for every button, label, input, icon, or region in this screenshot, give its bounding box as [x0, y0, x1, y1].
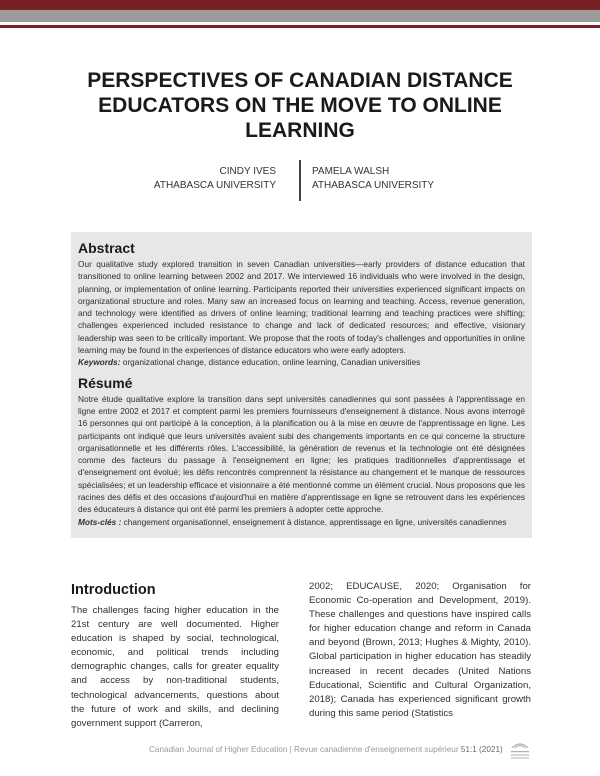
keywords-text: organizational change, distance education, online learning, Canadian universities — [122, 357, 421, 368]
author-2 — [312, 165, 452, 193]
author-1-name: CINDY IVES — [219, 166, 276, 177]
header-band-top — [0, 0, 600, 10]
csshe-logo-icon — [508, 739, 532, 761]
footer-journal: Canadian Journal of Higher Education | Revue canadienne d'enseignement supérieur — [149, 745, 459, 754]
author-2-name: PAMELA WALSH — [312, 166, 390, 177]
abstract-keywords — [78, 356, 525, 368]
footer-issue: 51:1 (2021) — [460, 745, 503, 754]
abstract-box — [71, 232, 532, 538]
header-band-rule — [0, 25, 600, 28]
mots-cles-text: changement organisationnel, enseignement à distance, apprentissage en ligne, universités canadiennes — [123, 516, 507, 527]
introduction-right-column: 2002; EDUCAUSE, 2020; Organisation for Economic Co-operation and Development, 2019). These challenges and questions have inspired calls for higher education change and reform in Canada and beyond (Brown, 2013; Hughes & Mighty, 2010). Global participation in higher education has steadily increased in recent decades (United Nations Educational, Scientific and Cultural Organization, 2018); Canada has experienced significant growth during this same period (Statistics — [309, 581, 531, 719]
resume-body: Notre étude qualitative explore la transition dans sept universités canadiennes qui sont passées à l'apprentissage en ligne entre 2002 et 2017 et comptent parmi les premiers fournisseurs d'enseignement à distance. Nous avons interrogé 16 personnes qui ont participé à la conception, à la planification ou à la mise en œuvre de l'apprentissage en ligne. Les participants ont indiqué que leurs universités avaient subi des changements importants en ce qui concerne la structure organisationnelle et les différents rôles. L'accessibilité, la génération de revenus et la technologie ont été désignées comme des facteurs du passage à l'enseignement en ligne; les pratiques traditionnelles d'apprentissage et d'enseignement ont évolué; les défis rencontrés comprennent la résistance au changement et le manque de ressources spécialisées; et un leadership efficace et visionnaire a été mentionné comme un élément crucial. Nous proposons que les racines des défis et des occasions d'aujourd'hui en matière d'apprentissage en ligne se retrouvent dans les expériences des éducateurs à distance qui ont été parmi les premiers à adopter cette approche. — [78, 393, 525, 515]
author-divider — [299, 160, 301, 201]
keywords-label: Keywords: — [78, 357, 121, 368]
paper-title: PERSPECTIVES OF CANADIAN DISTANCE EDUCATORS ON THE MOVE TO ONLINE LEARNING — [87, 69, 513, 142]
resume-keywords — [78, 516, 525, 528]
author-2-affiliation: ATHABASCA UNIVERSITY — [312, 180, 435, 191]
mots-cles-label: Mots-clés : — [78, 516, 122, 527]
author-1-affiliation: ATHABASCA UNIVERSITY — [153, 180, 276, 191]
resume-heading: Résumé — [78, 374, 133, 391]
introduction-left-column: The challenges facing higher education in the 21st century are well documented. Higher education is shaped by social, technological, economic, and political trends including demographic changes, calls for greater equality and access by non-traditional students, technological advancements, questions about the future of work and skills, and declining government support (Carreron, — [71, 605, 279, 729]
author-1 — [150, 165, 276, 193]
abstract-body: Our qualitative study explored transition in seven Canadian universities—early providers of distance education that transitioned to online learning between 2002 and 2017. We interviewed 16 individuals who were involved in the design, planning, or implementation of online learning. Participants reported their universities experienced significant impacts on organizational structure and roles. Many saw an increased focus on learning and teaching. Access, revenue generation, and technology were identified as drivers of online learning; traditional learning and teaching practices were shifting; challenges experienced included resistance to change and lack of dedicated resources; and effective, visionary leadership was seen to be critically important. We propose that the roots of today's challenges and opportunities in online learning may be found in the experiences of distance educators who were early adopters. — [78, 259, 525, 356]
header-band-middle — [0, 10, 600, 22]
introduction-heading: Introduction — [71, 582, 156, 598]
abstract-heading: Abstract — [78, 240, 135, 256]
page-footer — [149, 745, 503, 754]
